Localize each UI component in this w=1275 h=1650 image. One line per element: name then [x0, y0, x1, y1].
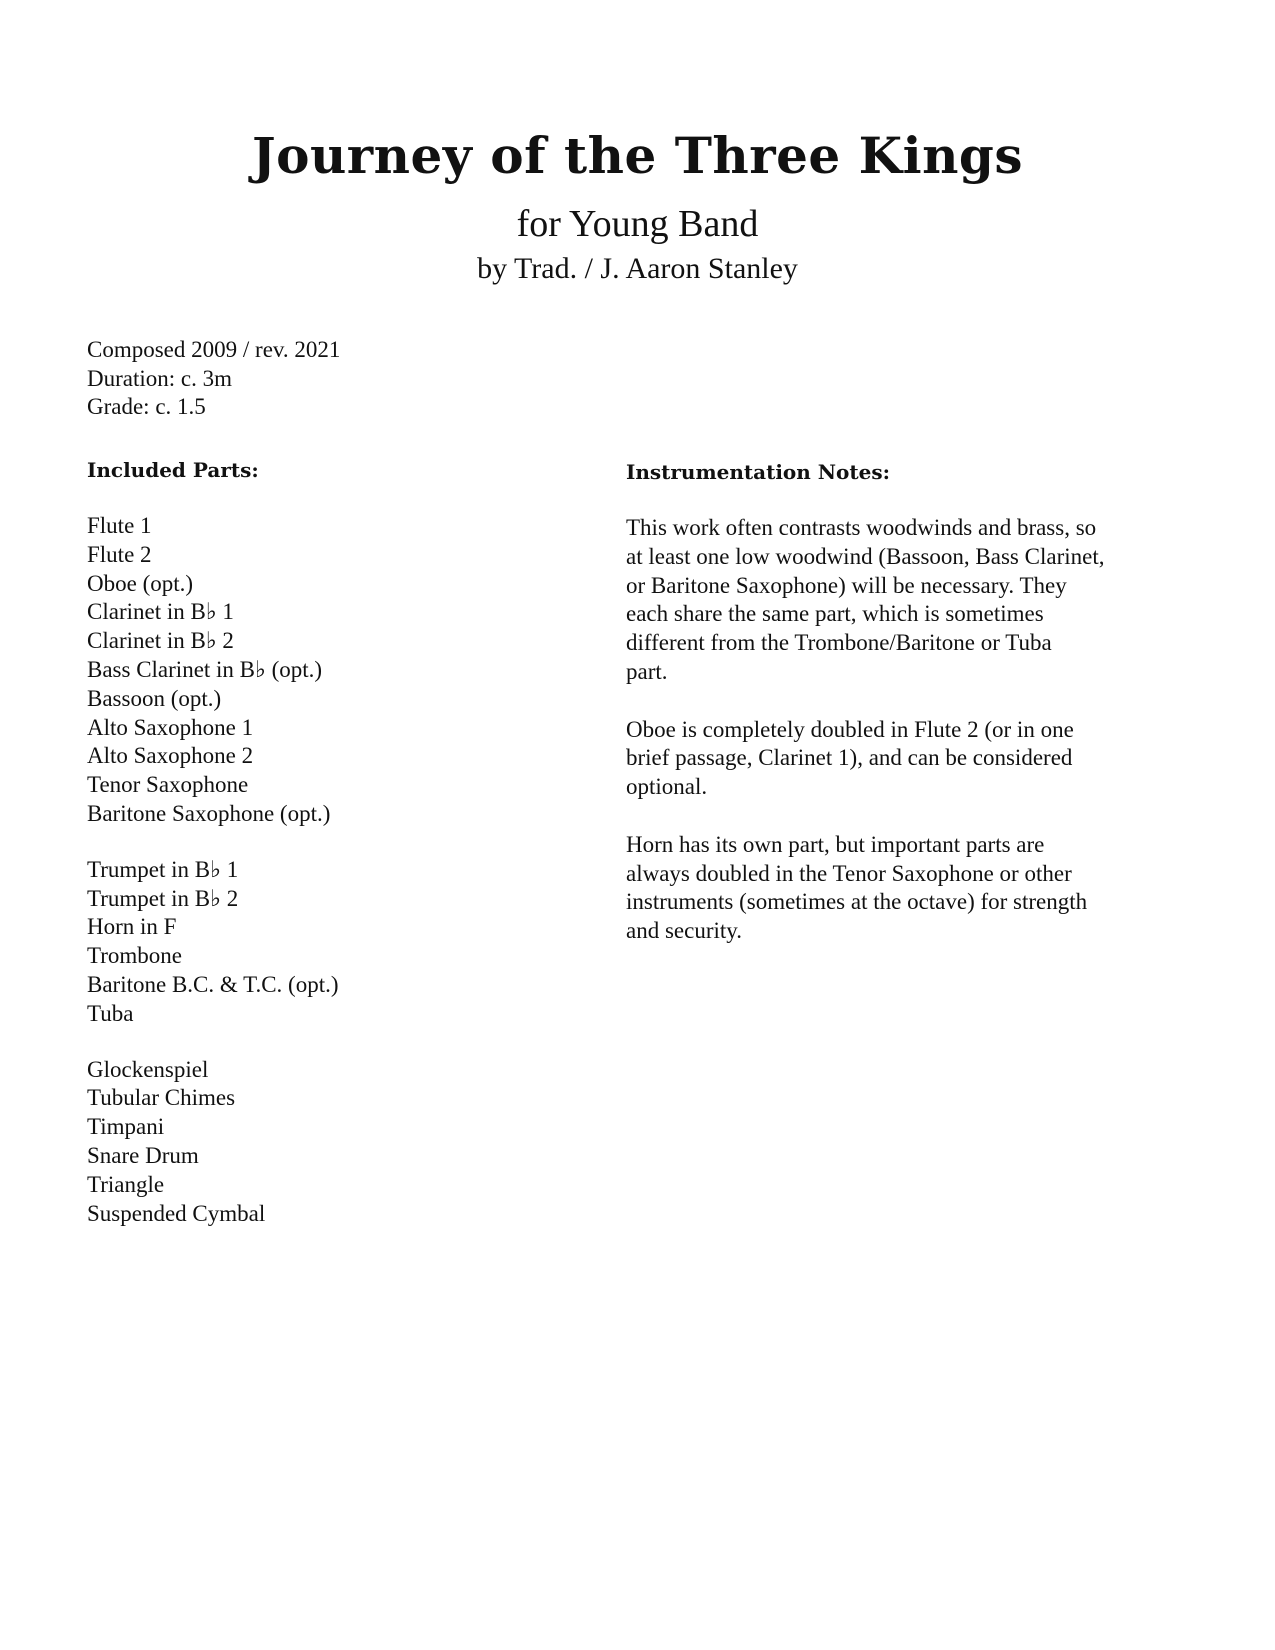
included-parts-section [87, 456, 547, 1255]
parts-list [87, 512, 547, 1228]
part-item: Trumpet in B♭ 2 [87, 885, 239, 911]
note-line: optional. [626, 774, 708, 800]
part-item: Alto Saxophone 2 [87, 743, 254, 769]
notes-body [626, 514, 1146, 946]
part-item: Alto Saxophone 1 [87, 714, 254, 740]
part-item: Horn in F [87, 914, 177, 940]
note-line: different from the Trombone/Baritone or Tuba [626, 630, 1052, 656]
part-item: Baritone B.C. & T.C. (opt.) [87, 971, 339, 997]
part-item: Clarinet in B♭ 2 [87, 628, 234, 654]
part-item: Snare Drum [87, 1142, 199, 1168]
note-line: Horn has its own part, but important parts are [626, 831, 1045, 857]
note-line: brief passage, Clarinet 1), and can be considered [626, 745, 1073, 771]
part-item: Tubular Chimes [87, 1085, 236, 1111]
part-item: Bassoon (opt.) [87, 685, 222, 711]
instrumentation-notes-heading: Instrumentation Notes: [626, 460, 891, 484]
part-item: Timpani [87, 1114, 165, 1140]
part-item: Triangle [87, 1171, 165, 1197]
work-metadata [87, 336, 340, 422]
part-item: Flute 2 [87, 541, 152, 567]
note-line: and security. [626, 918, 743, 944]
part-item: Tenor Saxophone [87, 772, 249, 798]
document-title: Journey of the Three Kings [251, 126, 1024, 185]
percussion-parts [87, 1056, 547, 1229]
note-line: part. [626, 658, 668, 684]
note-line: always doubled in the Tenor Saxophone or other [626, 860, 1072, 886]
note-line: Oboe is completely doubled in Flute 2 (or in one [626, 716, 1074, 742]
note-line: This work often contrasts woodwinds and brass, so [626, 515, 1097, 540]
note-paragraph-low-woodwind [626, 514, 1146, 687]
duration: Duration: c. 3m [87, 365, 232, 391]
grade: Grade: c. 1.5 [87, 394, 206, 419]
part-item: Tuba [87, 1000, 134, 1026]
composed-date: Composed 2009 / rev. 2021 [87, 337, 341, 362]
note-line: at least one low woodwind (Bassoon, Bass Clarinet, [626, 543, 1105, 569]
woodwind-parts [87, 512, 547, 829]
part-item: Oboe (opt.) [87, 570, 194, 596]
note-paragraph-oboe [626, 716, 1146, 802]
composer-byline: by Trad. / J. Aaron Stanley [477, 252, 798, 285]
part-item: Baritone Saxophone (opt.) [87, 800, 331, 826]
part-item: Glockenspiel [87, 1056, 209, 1082]
brass-parts [87, 856, 547, 1029]
note-line: instruments (sometimes at the octave) for strength [626, 889, 1088, 915]
part-item: Trumpet in B♭ 1 [87, 856, 239, 882]
included-parts-heading: Included Parts: [87, 458, 259, 482]
note-line: or Baritone Saxophone) will be necessary. They [626, 572, 1067, 598]
part-item: Suspended Cymbal [87, 1200, 266, 1226]
document-subtitle: for Young Band [516, 203, 759, 245]
note-line: each share the same part, which is sometimes [626, 601, 1044, 627]
part-item: Flute 1 [87, 513, 152, 538]
part-item: Bass Clarinet in B♭ (opt.) [87, 656, 323, 682]
instrumentation-notes-section [626, 458, 1146, 975]
part-item: Clarinet in B♭ 1 [87, 599, 234, 625]
note-paragraph-horn [626, 831, 1146, 946]
part-item: Trombone [87, 943, 182, 969]
